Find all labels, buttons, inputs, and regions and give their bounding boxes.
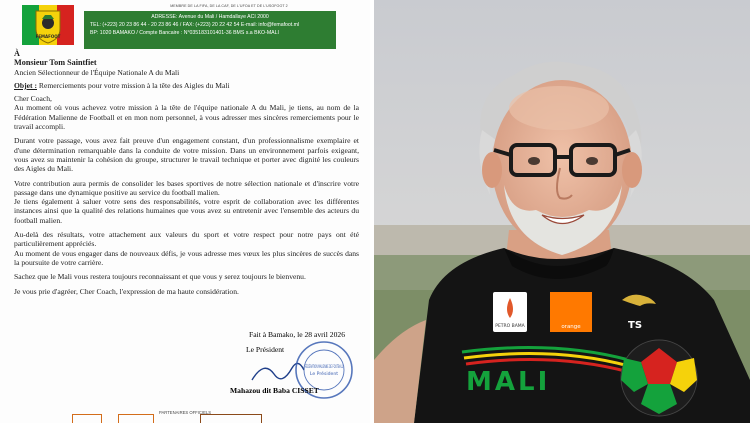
- partner-logo: [200, 414, 262, 423]
- paragraph-7: Sachez que le Mali vous restera toujours reconnaissant et que vous y serez toujours le bienvenu.: [14, 272, 306, 282]
- contact-bar: [84, 11, 336, 49]
- partners-label: PARTENAIRES OFFICIELS: [159, 410, 211, 415]
- svg-text:FEMAFOOT: FEMAFOOT: [35, 34, 61, 39]
- letter-footer: [0, 405, 370, 423]
- letter-body: [14, 49, 359, 301]
- svg-text:Le Président: Le Président: [309, 372, 339, 377]
- address-line: ADRESSE: Avenue du Mali / Hamdallaye ACI 2000: [151, 14, 269, 20]
- subject-label: Objet :: [14, 80, 37, 90]
- subject-text: Remerciements pour votre mission à la tête des Aigles du Mali: [38, 80, 230, 90]
- svg-text:FÉDÉRATION MALIENNE DE FOOTBAL: FÉDÉRATION MALIENNE DE FOOTBALL: [305, 365, 393, 370]
- coach-photo: [374, 0, 750, 423]
- paragraph-3: Votre contribution aura permis de consolider les bases sportives de notre sélection nationale et d'inscrire votre passage dans une dynamique positive au service du football malien.: [14, 178, 359, 197]
- svg-text:PETRO BAMA: PETRO BAMA: [495, 324, 525, 329]
- paragraph-8: Je vous prie d'agréer, Cher Coach, l'expression de ma haute considération.: [14, 286, 239, 296]
- football-icon: [621, 340, 697, 416]
- signatory-name: Mahazou dit Baba CISSET: [230, 386, 319, 395]
- bank-line: BP: 1020 BAMAKO / Compte Bancaire : N°035183101401-36 BMS s.a BKO-MALI: [90, 30, 279, 36]
- paragraph-4: Je tiens également à saluer votre sens des responsabilités, votre esprit de collaboration avec les différentes instances ainsi que la qualité des relations humaines que vous avez su entretenir avec l'ensemble des acteurs du football malien.: [14, 197, 359, 225]
- paragraph-1: Au moment où vous achevez votre mission à la tête de l'équipe nationale A du Mali, je tiens, au nom de la Fédération Malienne de Football et en mon nom personnel, à vous adresser mes sincères remerciements pour le travail accompli.: [14, 103, 359, 132]
- paragraph-5: Au-delà des résultats, votre attachement aux valeurs du sport et votre respect pour notre pays ont été particulièrement appréciés.: [14, 230, 359, 249]
- recipient-prefix: À: [14, 49, 20, 58]
- recipient-title: Ancien Sélectionneur de l'Équipe Nationale A du Mali: [14, 67, 180, 77]
- partner-logo: [118, 414, 154, 423]
- paragraph-2: Durant votre passage, vous avez fait preuve d'un engagement constant, d'un professionnalisme exemplaire et d'une détermination remarquable dans la conduite de votre mission. Dans un environnement parfois exigeant, vous avez su maintenir la cohésion du groupe, structurer le travail technique et porter avec dignité les couleurs des Aigles du Mali.: [14, 136, 359, 174]
- phone-line: TEL: (+223) 20 23 86 44 - 20 23 86 46 / FAX: (+223) 20 22 42 54 E-mail: info@femafoot.ml: [90, 22, 300, 28]
- recipient-name: Monsieur Tom Saintfiet: [14, 58, 97, 68]
- federation-affiliation: MEMBRE DE LA FIFA, DE LA CAF, DE L'UFOA ET DE L'USOFOOT 2: [170, 4, 288, 8]
- shirt-mali-text: MALI: [466, 367, 551, 397]
- letterhead: [8, 2, 368, 44]
- place-date: Fait à Bamako, le 28 avril 2026: [249, 330, 345, 339]
- greeting: Cher Coach,: [14, 94, 52, 104]
- paragraph-6: Au moment de vous engager dans de nouveaux défis, je vous adresse mes vœux les plus sincères de succès dans la poursuite de votre carrière.: [14, 248, 359, 267]
- partner-logo: [72, 414, 102, 423]
- svg-text:orange: orange: [561, 324, 581, 330]
- femafoot-logo: [22, 5, 74, 45]
- svg-text:TS: TS: [628, 320, 643, 331]
- subject-line: [14, 81, 359, 90]
- signature-block: [200, 330, 393, 400]
- signatory-role: Le Président: [246, 345, 285, 354]
